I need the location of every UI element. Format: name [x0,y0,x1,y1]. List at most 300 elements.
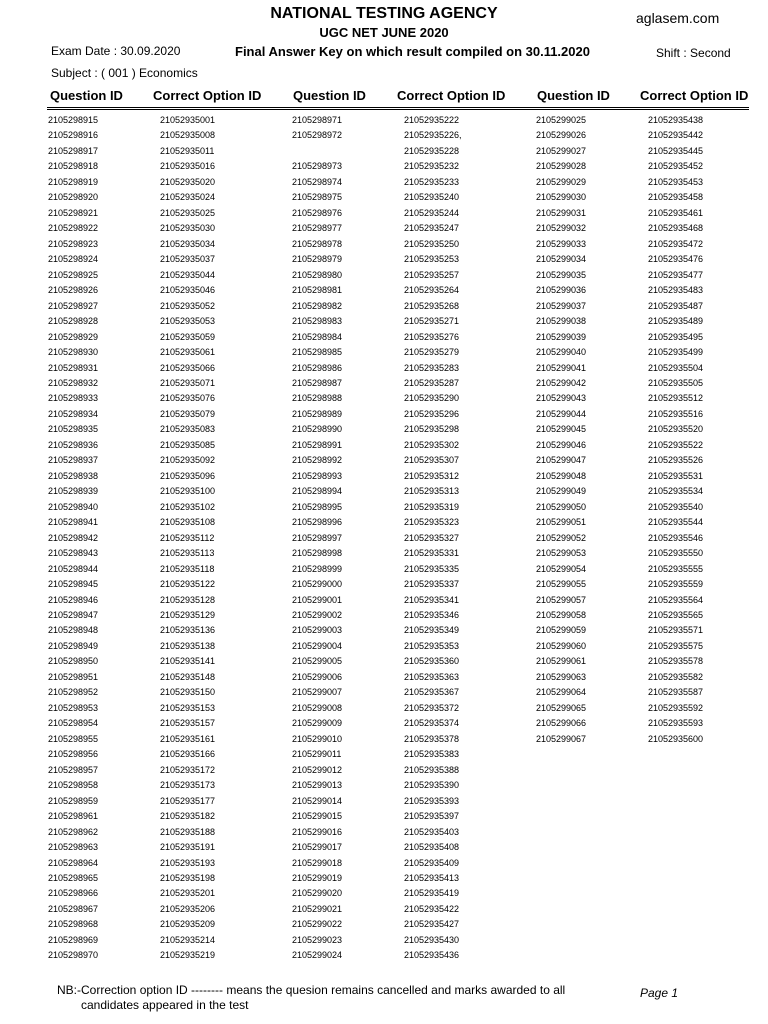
question-id-cell: 2105299037 [536,300,587,311]
correct-option-cell: 21052935008 [160,130,216,141]
correct-option-cell: 21052935302 [404,439,460,450]
correct-option-cell: 21052935034 [160,238,216,249]
question-id-cell: 2105299035 [536,269,587,280]
correct-option-cell: 21052935209 [160,919,216,930]
question-id-cell: 2105298947 [48,610,99,620]
question-id-cell: 2105298959 [48,795,99,806]
column-header-correct-option-id-3: Correct Option ID [640,88,749,103]
correct-option-cell: 21052935112 [160,532,215,543]
question-id-column-3 [536,113,586,747]
correct-option-cell: 21052935011 [160,145,215,156]
question-id-cell: 2105299060 [536,640,587,651]
footnote [57,983,627,1013]
question-id-cell: 2105299008 [292,702,343,713]
correct-option-cell: 21052935233 [404,176,460,187]
question-id-cell: 2105298941 [48,517,99,528]
question-id-cell: 2105299032 [536,223,587,234]
question-id-cell: 2105299053 [536,548,587,559]
correct-option-cell: 21052935283 [404,362,460,373]
correct-option-cell: 21052935458 [648,192,704,203]
correct-option-cell: 21052935172 [160,764,216,775]
question-id-cell: 2105298921 [48,207,99,218]
question-id-cell: 2105299000 [292,579,343,590]
question-id-cell: 2105299042 [536,377,587,388]
question-id-cell: 2105298925 [48,269,99,280]
question-id-cell: 2105299006 [292,671,343,682]
question-id-cell: 2105298991 [292,439,343,450]
correct-option-cell: 21052935150 [160,687,216,698]
question-id-cell: 2105299067 [536,733,587,744]
correct-option-cell: 21052935531 [648,470,704,481]
correct-option-cell: 21052935544 [648,517,704,528]
correct-option-cell: 21052935327 [404,532,460,543]
shift-label: Shift : Second [656,46,731,60]
question-id-cell: 2105299046 [536,439,587,450]
correct-option-cell: 21052935076 [160,393,216,404]
question-id-cell: 2105298978 [292,238,343,249]
question-id-cell: 2105299023 [292,934,343,945]
question-id-cell: 2105298942 [48,532,99,543]
correct-option-column-3 [648,113,703,747]
correct-option-cell: 21052935287 [404,377,460,388]
question-id-cell: 2105299066 [536,718,587,729]
correct-option-cell: 21052935161 [160,733,216,744]
correct-option-cell: 21052935253 [404,254,460,265]
question-id-cell: 2105299036 [536,285,587,296]
question-id-cell: 2105298940 [48,501,99,512]
question-id-cell: 2105299021 [292,903,343,914]
correct-option-cell: 21052935071 [160,377,216,388]
correct-option-cell: 21052935565 [648,610,704,620]
correct-option-cell: 21052935232 [404,161,460,172]
question-id-cell: 2105298918 [48,161,99,172]
correct-option-cell: 21052935113 [160,548,215,559]
correct-option-cell: 21052935409 [404,857,460,868]
correct-option-cell: 21052935141 [160,656,216,667]
question-id-cell: 2105299024 [292,950,343,961]
correct-option-cell: 21052935024 [160,192,216,203]
correct-option-cell: 21052935363 [404,671,460,682]
correct-option-cell: 21052935453 [648,176,704,187]
correct-option-cell: 21052935472 [648,238,704,249]
correct-option-cell: 21052935489 [648,316,704,327]
question-id-cell: 2105298961 [48,811,99,822]
question-id-cell: 2105298984 [292,331,343,342]
question-id-cell: 2105299059 [536,625,587,636]
correct-option-cell: 21052935118 [160,563,215,574]
question-id-cell: 2105298935 [48,424,99,435]
correct-option-cell: 21052935001 [160,115,216,125]
correct-option-column-1 [160,113,215,964]
correct-option-cell: 21052935016 [160,161,216,172]
question-id-cell: 2105299028 [536,161,587,172]
correct-option-cell: 21052935219 [160,950,216,961]
question-id-cell: 2105299029 [536,176,587,187]
correct-option-cell: 21052935276 [404,331,460,342]
question-id-cell: 2105299022 [292,919,343,930]
question-id-cell: 2105298969 [48,934,99,945]
question-id-cell: 2105298973 [292,161,343,172]
column-header-correct-option-id-2: Correct Option ID [397,88,506,103]
question-id-cell: 2105298922 [48,223,99,234]
correct-option-cell: 21052935397 [404,811,460,822]
correct-option-cell: 21052935153 [160,702,216,713]
correct-option-cell: 21052935571 [648,625,704,636]
question-id-cell: 2105298967 [48,903,99,914]
correct-option-cell: 21052935129 [160,610,216,620]
correct-option-cell: 21052935044 [160,269,216,280]
question-id-cell: 2105299012 [292,764,343,775]
correct-option-cell: 21052935550 [648,548,704,559]
question-id-cell: 2105299002 [292,610,343,620]
correct-option-cell: 21052935279 [404,347,460,358]
question-id-cell: 2105299025 [536,115,587,125]
question-id-cell: 2105298989 [292,408,343,419]
correct-option-cell: 21052935307 [404,455,460,466]
question-id-column-1 [48,113,98,964]
correct-option-cell: 21052935157 [160,718,216,729]
question-id-cell: 2105299039 [536,331,587,342]
correct-option-cell: 21052935499 [648,347,704,358]
correct-option-cell: 21052935257 [404,269,460,280]
correct-option-cell: 21052935206 [160,903,216,914]
question-id-cell: 2105299014 [292,795,343,806]
correct-option-cell: 21052935487 [648,300,704,311]
question-id-cell: 2105299004 [292,640,343,651]
question-id-cell: 2105299003 [292,625,343,636]
question-id-cell: 2105298968 [48,919,99,930]
question-id-cell: 2105298963 [48,842,99,853]
column-header-correct-option-id-1: Correct Option ID [153,88,262,103]
correct-option-cell: 21052935445 [648,145,704,156]
question-id-cell: 2105298997 [292,532,343,543]
correct-option-cell: 21052935578 [648,656,704,667]
question-id-cell: 2105298919 [48,176,99,187]
correct-option-cell: 21052935096 [160,470,216,481]
question-id-cell: 2105298920 [48,192,99,203]
correct-option-cell: 21052935512 [648,393,704,404]
correct-option-cell: 21052935198 [160,872,216,883]
question-id-cell: 2105299061 [536,656,587,667]
question-id-cell: 2105299054 [536,563,587,574]
correct-option-cell: 21052935526 [648,455,704,466]
question-id-cell: 2105298926 [48,285,99,296]
correct-option-column-2 [404,113,462,964]
correct-option-cell: 21052935559 [648,579,704,590]
correct-option-cell: 21052935061 [160,347,216,358]
correct-option-cell: 21052935419 [404,888,460,899]
question-id-cell: 2105298936 [48,439,99,450]
correct-option-cell: 21052935323 [404,517,460,528]
question-id-cell: 2105298971 [292,115,343,125]
question-id-cell: 2105298977 [292,223,343,234]
correct-option-cell: 21052935555 [648,563,704,574]
correct-option-cell: 21052935053 [160,316,216,327]
question-id-cell: 2105298965 [48,872,99,883]
page-number: Page 1 [640,986,679,1000]
correct-option-cell: 21052935564 [648,594,704,605]
question-id-cell: 2105298954 [48,718,99,729]
correct-option-cell: 21052935540 [648,501,704,512]
correct-option-cell: 21052935476 [648,254,704,265]
question-id-cell: 2105299041 [536,362,587,373]
correct-option-cell: 21052935520 [648,424,704,435]
correct-option-cell: 21052935250 [404,238,460,249]
correct-option-cell: 21052935495 [648,331,704,342]
correct-option-cell: 21052935346 [404,610,460,620]
correct-option-cell: 21052935191 [160,842,216,853]
question-id-cell: 2105298972 [292,130,343,141]
correct-option-cell: 21052935331 [404,548,460,559]
correct-option-cell: 21052935335 [404,563,460,574]
question-id-cell [292,144,342,159]
question-id-cell: 2105299030 [536,192,587,203]
correct-option-cell: 21052935085 [160,439,216,450]
correct-option-cell: 21052935430 [404,934,460,945]
question-id-cell: 2105298916 [48,130,99,141]
correct-option-cell: 21052935546 [648,532,704,543]
question-id-cell: 2105298983 [292,316,343,327]
question-id-cell: 2105298996 [292,517,343,528]
question-id-cell: 2105298927 [48,300,99,311]
question-id-cell: 2105299017 [292,842,343,853]
correct-option-cell: 21052935593 [648,718,704,729]
correct-option-cell: 21052935600 [648,733,704,744]
correct-option-cell: 21052935298 [404,424,460,435]
question-id-cell: 2105299044 [536,408,587,419]
question-id-cell: 2105298948 [48,625,99,636]
correct-option-cell: 21052935592 [648,702,704,713]
question-id-cell: 2105299005 [292,656,343,667]
correct-option-cell: 21052935575 [648,640,704,651]
correct-option-cell: 21052935337 [404,579,460,590]
correct-option-cell: 21052935046 [160,285,216,296]
correct-option-cell: 21052935079 [160,408,216,419]
question-id-cell: 2105299043 [536,393,587,404]
question-id-cell: 2105299052 [536,532,587,543]
question-id-cell: 2105298952 [48,687,99,698]
question-id-cell: 2105299040 [536,347,587,358]
question-id-cell: 2105299049 [536,486,587,497]
correct-option-cell: 21052935059 [160,331,216,342]
question-id-cell: 2105299013 [292,780,343,791]
correct-option-cell: 21052935378 [404,733,460,744]
question-id-cell: 2105299048 [536,470,587,481]
question-id-cell: 2105298943 [48,548,99,559]
correct-option-cell: 21052935504 [648,362,704,373]
question-id-cell: 2105298951 [48,671,99,682]
question-id-cell: 2105299009 [292,718,343,729]
question-id-cell: 2105299018 [292,857,343,868]
correct-option-cell: 21052935201 [160,888,216,899]
question-id-cell: 2105298993 [292,470,343,481]
correct-option-cell: 21052935374 [404,718,460,729]
final-key-title: Final Answer Key on which result compiled on 30.11.2020 [235,44,590,59]
question-id-cell: 2105298929 [48,331,99,342]
question-id-cell: 2105298966 [48,888,99,899]
question-id-cell: 2105298979 [292,254,343,265]
correct-option-cell: 21052935390 [404,780,460,791]
question-id-cell: 2105298946 [48,594,99,605]
correct-option-cell: 21052935020 [160,176,216,187]
correct-option-cell: 21052935477 [648,269,704,280]
question-id-cell: 2105298955 [48,733,99,744]
question-id-cell: 2105298974 [292,176,343,187]
question-id-cell: 2105299063 [536,671,587,682]
question-id-cell: 2105298975 [292,192,343,203]
correct-option-cell: 21052935296 [404,408,460,419]
question-id-cell: 2105298915 [48,115,99,125]
correct-option-cell: 21052935122 [160,579,216,590]
correct-option-cell: 21052935222 [404,115,460,125]
correct-option-cell: 21052935452 [648,161,704,172]
correct-option-cell: 21052935442 [648,130,704,141]
correct-option-cell: 21052935030 [160,223,216,234]
correct-option-cell: 21052935240 [404,192,460,203]
site-label: aglasem.com [636,10,720,26]
question-id-cell: 2105299033 [536,238,587,249]
question-id-cell: 2105299047 [536,455,587,466]
correct-option-cell: 21052935136 [160,625,216,636]
question-id-cell: 2105299058 [536,610,587,620]
question-id-cell: 2105299020 [292,888,343,899]
correct-option-cell: 21052935408 [404,842,460,853]
correct-option-cell: 21052935341 [404,594,460,605]
question-id-cell: 2105298934 [48,408,99,419]
question-id-cell: 2105298956 [48,749,99,760]
correct-option-cell: 21052935290 [404,393,460,404]
question-id-cell: 2105298939 [48,486,99,497]
correct-option-cell: 21052935516 [648,408,704,419]
column-header-question-id-3: Question ID [537,88,610,103]
question-id-cell: 2105298924 [48,254,99,265]
question-id-cell: 2105298949 [48,640,99,651]
question-id-cell: 2105298998 [292,548,343,559]
correct-option-cell: 21052935102 [160,501,216,512]
correct-option-cell: 21052935312 [404,470,460,481]
correct-option-cell: 21052935025 [160,207,216,218]
correct-option-cell: 21052935066 [160,362,216,373]
question-id-cell: 2105298994 [292,486,343,497]
question-id-cell: 2105298999 [292,563,343,574]
correct-option-cell: 21052935182 [160,811,216,822]
question-id-cell: 2105298985 [292,347,343,358]
correct-option-cell: 21052935349 [404,625,460,636]
correct-option-cell: 21052935128 [160,594,216,605]
correct-option-cell: 21052935037 [160,254,216,265]
question-id-cell: 2105298917 [48,145,99,156]
question-id-cell: 2105299050 [536,501,587,512]
correct-option-cell: 21052935367 [404,687,460,698]
question-id-cell: 2105298987 [292,377,343,388]
correct-option-cell: 21052935393 [404,795,460,806]
question-id-cell: 2105298988 [292,393,343,404]
question-id-cell: 2105298928 [48,316,99,327]
footnote-line-1: NB:-Correction option ID -------- means the quesion remains cancelled and marks awarded to all [57,983,566,997]
correct-option-cell: 21052935264 [404,285,460,296]
correct-option-cell: 21052935226, [404,130,462,141]
question-id-cell: 2105299051 [536,517,587,528]
correct-option-cell: 21052935100 [160,486,216,497]
question-id-cell: 2105299045 [536,424,587,435]
question-id-cell: 2105298944 [48,563,99,574]
question-id-column-2 [292,113,342,964]
question-id-cell: 2105298945 [48,579,99,590]
column-header-question-id-2: Question ID [293,88,366,103]
exam-date: Exam Date : 30.09.2020 [51,44,181,58]
header-rule-bottom [47,109,749,110]
question-id-cell: 2105299057 [536,594,587,605]
correct-option-cell: 21052935313 [404,486,460,497]
correct-option-cell: 21052935214 [160,934,216,945]
correct-option-cell: 21052935177 [160,795,216,806]
correct-option-cell: 21052935422 [404,903,460,914]
correct-option-cell: 21052935268 [404,300,460,311]
question-id-cell: 2105298958 [48,780,99,791]
correct-option-cell: 21052935052 [160,300,216,311]
correct-option-cell: 21052935353 [404,640,460,651]
question-id-cell: 2105298932 [48,377,99,388]
question-id-cell: 2105298933 [48,393,99,404]
question-id-cell: 2105298950 [48,656,99,667]
question-id-cell: 2105299031 [536,207,587,218]
correct-option-cell: 21052935427 [404,919,460,930]
correct-option-cell: 21052935483 [648,285,704,296]
subject-label: Subject : ( 001 ) Economics [51,66,198,80]
correct-option-cell: 21052935319 [404,501,460,512]
correct-option-cell: 21052935271 [404,316,460,327]
agency-title: NATIONAL TESTING AGENCY [270,5,498,22]
correct-option-cell: 21052935247 [404,223,460,234]
question-id-cell: 2105299027 [536,145,587,156]
correct-option-cell: 21052935587 [648,687,704,698]
question-id-cell: 2105299026 [536,130,587,141]
question-id-cell: 2105298964 [48,857,99,868]
question-id-cell: 2105298931 [48,362,99,373]
question-id-cell: 2105299019 [292,872,343,883]
header-rule-top [47,107,749,108]
footnote-line-2: candidates appeared in the test [81,998,249,1012]
question-id-cell: 2105299007 [292,687,343,698]
question-id-cell: 2105298981 [292,285,343,296]
question-id-cell: 2105299038 [536,316,587,327]
correct-option-cell: 21052935166 [160,749,216,760]
column-header-question-id-1: Question ID [50,88,123,103]
question-id-cell: 2105298923 [48,238,99,249]
correct-option-cell: 21052935188 [160,826,216,837]
question-id-cell: 2105298953 [48,702,99,713]
question-id-cell: 2105298938 [48,470,99,481]
question-id-cell: 2105298976 [292,207,343,218]
question-id-cell: 2105299011 [292,749,342,760]
question-id-cell: 2105298995 [292,501,343,512]
question-id-cell: 2105299015 [292,811,343,822]
question-id-cell: 2105298992 [292,455,343,466]
correct-option-cell: 21052935148 [160,671,216,682]
correct-option-cell: 21052935505 [648,377,704,388]
correct-option-cell: 21052935522 [648,439,704,450]
question-id-cell: 2105299010 [292,733,343,744]
question-id-cell: 2105299034 [536,254,587,265]
question-id-cell: 2105298986 [292,362,343,373]
correct-option-cell: 21052935388 [404,764,460,775]
question-id-cell: 2105298982 [292,300,343,311]
question-id-cell: 2105298930 [48,347,99,358]
correct-option-cell: 21052935228 [404,145,460,156]
exam-title: UGC NET JUNE 2020 [319,25,449,40]
question-id-cell: 2105298937 [48,455,99,466]
question-id-cell: 2105298990 [292,424,343,435]
